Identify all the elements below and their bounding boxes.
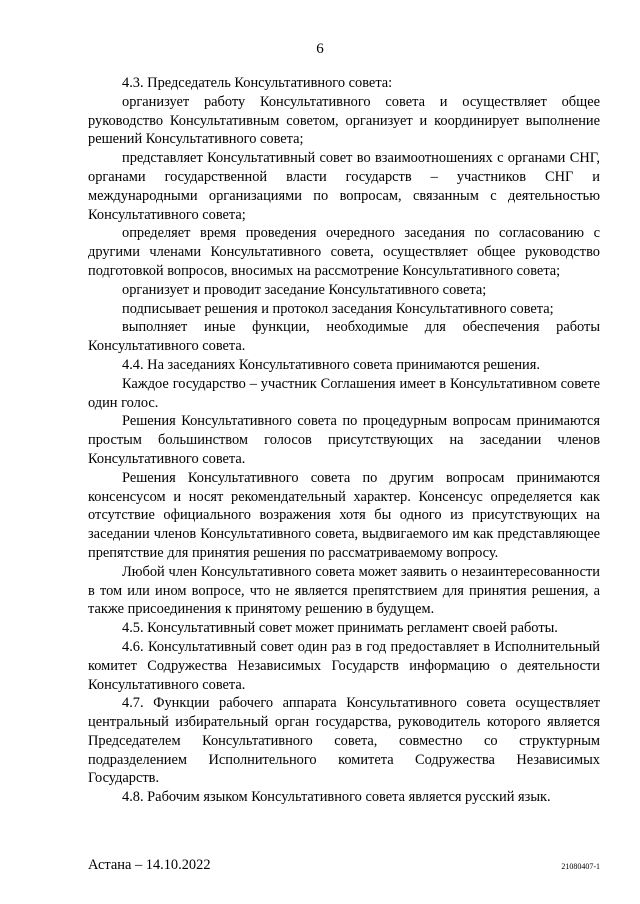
section-4-6: 4.6. Консультативный совет один раз в год предоставляет в Исполнительный комитет Содружества Независимых Государств информацию о деятельности Консультативного совета. — [88, 638, 600, 693]
chairman-duty-organize-work: организует работу Консультативного совета и осуществляет общее руководство Консультативным советом, организует и координирует выполнение решений Консультативного совета; — [88, 93, 600, 148]
chairman-duty-hold-meeting: организует и проводит заседание Консультативного совета; — [122, 281, 487, 298]
section-4-8: 4.8. Рабочим языком Консультативного совета является русский язык. — [122, 789, 551, 806]
section-4-5: 4.5. Консультативный совет может принимать регламент своей работы. — [122, 620, 558, 637]
chairman-duty-schedule: определяет время проведения очередного заседания по согласованию с другими членами Консультативного совета, осуществляет общее руководство подготовкой вопросов, вносимых на рассмотрение Консультативного совета; — [88, 225, 600, 279]
section-4-3-heading: 4.3. Председатель Консультативного совета: — [122, 75, 393, 91]
one-vote-per-state: Каждое государство – участник Соглашения имеет в Консультативном совете один голос. — [88, 375, 600, 411]
footer-doc-code: 21080407-1 — [561, 862, 600, 871]
consensus-decisions: Решения Консультативного совета по другим вопросам принимаются консенсусом и носят рекомендательный характер. Консенсус определяется как отсутствие официального возражения хотя бы одного из присутствующих на заседании членов Консультативного совета, выдвигаемого им как представляющее препятствие для принятия решения по рассматриваемому вопросу. — [88, 469, 600, 561]
chairman-duty-sign: подписывает решения и протокол заседания Консультативного совета; — [122, 300, 554, 317]
procedural-decisions: Решения Консультативного совета по процедурным вопросам принимаются простым большинством голосов присутствующих на заседании членов Консультативного совета. — [88, 413, 600, 467]
section-4-7: 4.7. Функции рабочего аппарата Консультативного совета осуществляет центральный избирательный орган государства, руководитель которого является Председателем Консультативного совета, совместно со структурным подразделением Исполнительного комитета Содружества Независимых Государств. — [88, 695, 600, 787]
footer-place-date: Астана – 14.10.2022 — [88, 857, 211, 873]
document-body — [88, 74, 600, 807]
chairman-duty-represent: представляет Консультативный совет во взаимоотношениях с органами СНГ, органами государственной власти государств – участников СНГ и международными организациями по вопросам, связанным с деятельностью Консультативного совета; — [88, 150, 600, 223]
non-interest-declaration: Любой член Консультативного совета может заявить о незаинтересованности в том или ином вопросе, что не является препятствием для принятия решения, а также присоединения к принятому решению в будущем. — [88, 563, 600, 618]
section-4-4: 4.4. На заседаниях Консультативного совета принимаются решения. — [122, 356, 540, 373]
page-number: 6 — [316, 41, 324, 57]
chairman-duty-other: выполняет иные функции, необходимые для обеспечения работы Консультативного совета. — [88, 319, 600, 355]
